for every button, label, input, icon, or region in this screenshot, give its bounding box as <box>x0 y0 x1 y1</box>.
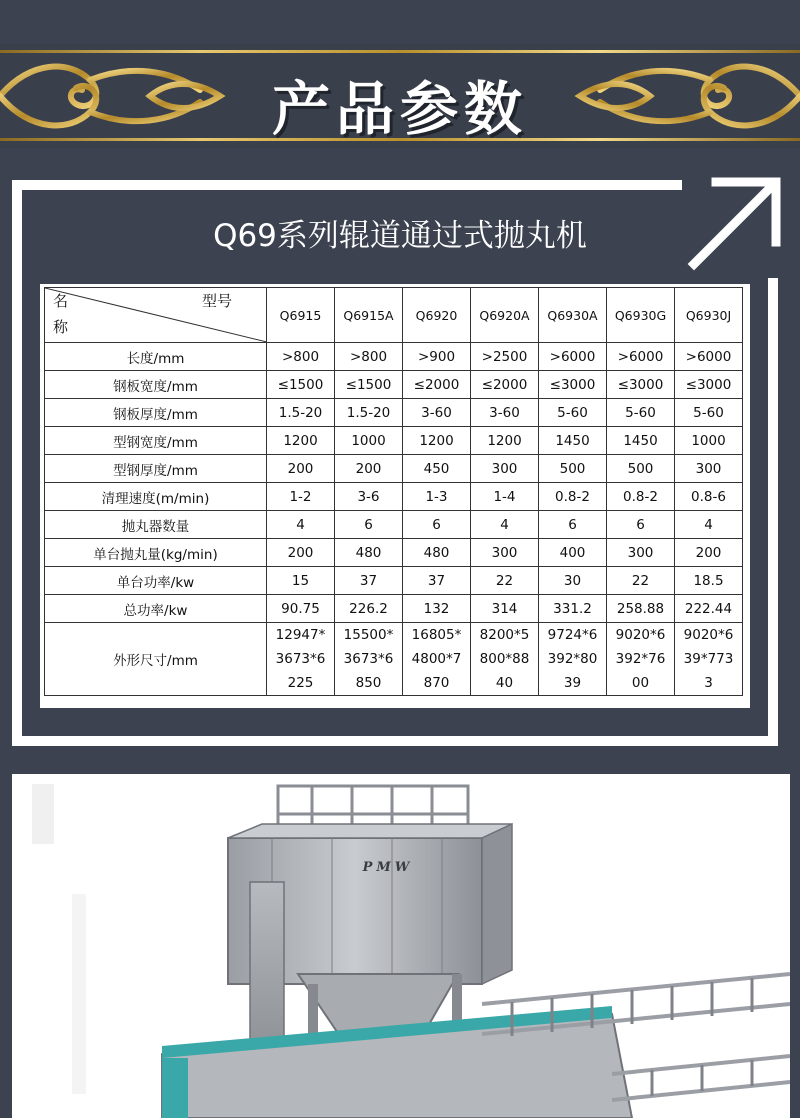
model-header: Q6930A <box>539 288 607 343</box>
table-cell: 5-60 <box>607 399 675 427</box>
table-cell: 480 <box>403 539 471 567</box>
table-cell: 1200 <box>471 427 539 455</box>
row-label: 单台抛丸量(kg/min) <box>45 539 267 567</box>
table-cell: 400 <box>539 539 607 567</box>
table-row <box>45 371 743 399</box>
table-cell: 222.44 <box>675 595 743 623</box>
table-cell: 200 <box>267 455 335 483</box>
table-cell: 1-2 <box>267 483 335 511</box>
dims-cell: 9020*6 39*773 3 <box>675 623 743 696</box>
table-cell: 3-6 <box>335 483 403 511</box>
table-row <box>45 455 743 483</box>
table-cell: 0.8-2 <box>539 483 607 511</box>
table-cell: ≤3000 <box>675 371 743 399</box>
table-cell: 300 <box>607 539 675 567</box>
table-row <box>45 567 743 595</box>
table-cell: 1000 <box>335 427 403 455</box>
table-cell: 0.8-6 <box>675 483 743 511</box>
model-header: Q6920A <box>471 288 539 343</box>
model-header: Q6915 <box>267 288 335 343</box>
spec-title: Q69系列辊道通过式抛丸机 <box>213 218 587 254</box>
table-cell: ≤2000 <box>403 371 471 399</box>
table-cell: 200 <box>675 539 743 567</box>
row-label: 外形尺寸/mm <box>45 623 267 696</box>
table-cell: >900 <box>403 343 471 371</box>
model-header: Q6930J <box>675 288 743 343</box>
table-row <box>45 595 743 623</box>
table-cell: 22 <box>471 567 539 595</box>
table-cell: 200 <box>335 455 403 483</box>
model-header: Q6930G <box>607 288 675 343</box>
header-name-label-1: 名 <box>53 292 69 310</box>
table-row <box>45 511 743 539</box>
table-row-dimensions <box>45 623 743 696</box>
row-label: 长度/mm <box>45 343 267 371</box>
model-header: Q6920 <box>403 288 471 343</box>
table-cell: 200 <box>267 539 335 567</box>
table-cell: 4 <box>267 511 335 539</box>
table-row <box>45 483 743 511</box>
table-cell: 15 <box>267 567 335 595</box>
table-cell: 4 <box>675 511 743 539</box>
table-cell: ≤1500 <box>335 371 403 399</box>
dims-cell: 12947* 3673*6 225 <box>267 623 335 696</box>
table-cell: >6000 <box>539 343 607 371</box>
table-cell: 5-60 <box>675 399 743 427</box>
table-cell: ≤2000 <box>471 371 539 399</box>
table-cell: 500 <box>539 455 607 483</box>
dims-cell: 16805* 4800*7 870 <box>403 623 471 696</box>
table-cell: 6 <box>403 511 471 539</box>
table-cell: >6000 <box>675 343 743 371</box>
table-cell: >6000 <box>607 343 675 371</box>
table-cell: 6 <box>539 511 607 539</box>
row-label: 总功率/kw <box>45 595 267 623</box>
table-cell: ≤3000 <box>607 371 675 399</box>
dims-cell: 15500* 3673*6 850 <box>335 623 403 696</box>
row-label: 型钢厚度/mm <box>45 455 267 483</box>
spec-table-card <box>40 284 750 708</box>
table-cell: 3-60 <box>471 399 539 427</box>
row-label: 钢板宽度/mm <box>45 371 267 399</box>
table-cell: >2500 <box>471 343 539 371</box>
table-cell: 37 <box>403 567 471 595</box>
spec-table <box>44 287 743 696</box>
table-cell: 37 <box>335 567 403 595</box>
table-cell: 480 <box>335 539 403 567</box>
table-cell: 18.5 <box>675 567 743 595</box>
header-banner <box>0 44 800 148</box>
table-row <box>45 399 743 427</box>
dims-cell: 8200*5 800*88 40 <box>471 623 539 696</box>
table-cell: 300 <box>471 539 539 567</box>
table-cell: 1450 <box>539 427 607 455</box>
table-cell: 132 <box>403 595 471 623</box>
row-label: 单台功率/kw <box>45 567 267 595</box>
table-cell: 300 <box>675 455 743 483</box>
table-cell: 1450 <box>607 427 675 455</box>
table-row <box>45 539 743 567</box>
header-model-label: 型号 <box>201 292 232 310</box>
dims-cell: 9020*6 392*76 00 <box>607 623 675 696</box>
row-label: 型钢宽度/mm <box>45 427 267 455</box>
table-cell: 1.5-20 <box>335 399 403 427</box>
table-cell: 22 <box>607 567 675 595</box>
table-cell: 1200 <box>403 427 471 455</box>
table-cell: 1200 <box>267 427 335 455</box>
model-header: Q6915A <box>335 288 403 343</box>
row-label: 清理速度(m/min) <box>45 483 267 511</box>
table-cell: 314 <box>471 595 539 623</box>
table-cell: 1-3 <box>403 483 471 511</box>
table-cell: 331.2 <box>539 595 607 623</box>
table-cell: 6 <box>607 511 675 539</box>
table-cell: 226.2 <box>335 595 403 623</box>
table-cell: ≤1500 <box>267 371 335 399</box>
banner-title: 产品参数 <box>271 75 528 143</box>
dims-cell: 9724*6 392*80 39 <box>539 623 607 696</box>
row-label: 钢板厚度/mm <box>45 399 267 427</box>
table-cell: 1000 <box>675 427 743 455</box>
product-photo <box>12 774 790 1118</box>
header-diagonal-cell <box>45 288 267 343</box>
spec-table-body <box>45 343 743 623</box>
table-cell: >800 <box>335 343 403 371</box>
table-cell: 3-60 <box>403 399 471 427</box>
table-cell: ≤3000 <box>539 371 607 399</box>
table-cell: 1-4 <box>471 483 539 511</box>
header-name-label-2: 称 <box>53 318 69 336</box>
table-cell: 30 <box>539 567 607 595</box>
table-cell: 5-60 <box>539 399 607 427</box>
table-cell: 6 <box>335 511 403 539</box>
table-cell: >800 <box>267 343 335 371</box>
table-cell: 258.88 <box>607 595 675 623</box>
brand-label: PMW <box>362 860 414 875</box>
table-cell: 0.8-2 <box>607 483 675 511</box>
table-cell: 500 <box>607 455 675 483</box>
table-cell: 450 <box>403 455 471 483</box>
table-header-row <box>45 288 743 343</box>
row-label: 抛丸器数量 <box>45 511 267 539</box>
shot-blasting-machine-illustration <box>12 774 790 1118</box>
table-row <box>45 427 743 455</box>
table-cell: 1.5-20 <box>267 399 335 427</box>
table-cell: 300 <box>471 455 539 483</box>
table-cell: 90.75 <box>267 595 335 623</box>
table-cell: 4 <box>471 511 539 539</box>
table-row <box>45 343 743 371</box>
diagonal-line-icon <box>45 288 266 342</box>
